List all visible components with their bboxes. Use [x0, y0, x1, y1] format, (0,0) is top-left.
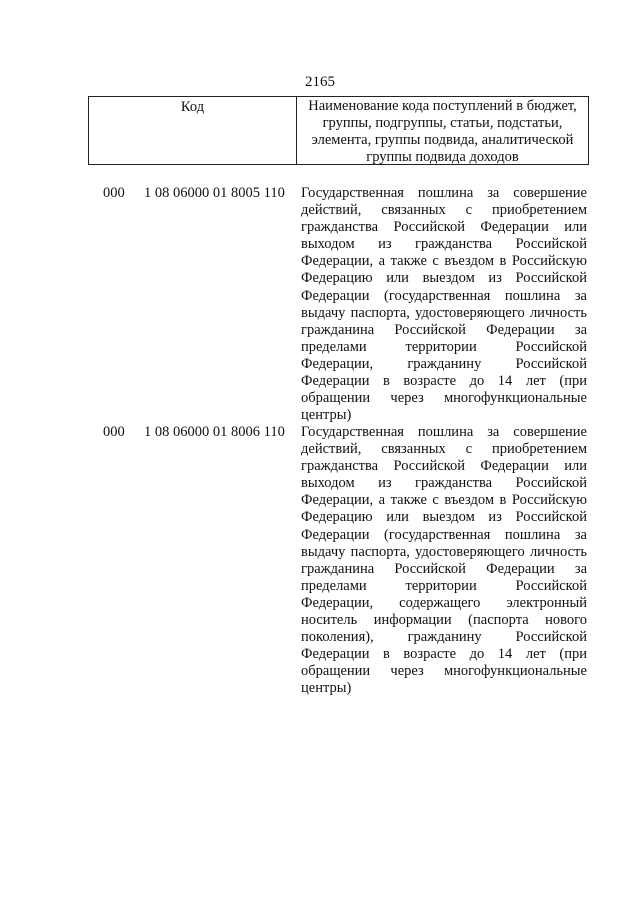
- table-header: [88, 96, 589, 165]
- row-prefix: 000: [103, 185, 125, 201]
- header-code-column: Код: [89, 97, 297, 164]
- row-code: 1 08 06000 01 8006 110: [144, 424, 285, 440]
- header-name-column: Наименование кода поступлений в бюджет, группы, подгруппы, статьи, подстатьи, элемента, группы подвида, аналитической группы подвида доходов: [308, 98, 577, 165]
- row-description: Государственная пошлина за совершение действий, связанных с приобретением гражданства Российской Федерации или выходом из гражданства Российской Федерации, а также с въездом в Российскую Федерацию или выездом из Российской Федерации (государственная пошлина за выдачу паспорта, удостоверяющего личность гражданина Российской Федерации за пределами территории Российской Федерации, содержащего электронный носитель информации (паспорта нового поколения), гражданину Российской Федерации в возрасте до 14 лет (при обращении через многофункциональные центры): [301, 424, 587, 697]
- row-prefix: 000: [103, 424, 125, 440]
- row-code: 1 08 06000 01 8005 110: [144, 185, 285, 201]
- row-description: Государственная пошлина за совершение действий, связанных с приобретением гражданства Российской Федерации или выходом из гражданства Российской Федерации, а также с въездом в Российскую Федерацию или выездом из Российской Федерации (государственная пошлина за выдачу паспорта, удостоверяющего личность гражданина Российской Федерации за пределами территории Российской Федерации, гражданину Российской Федерации в возрасте до 14 лет (при обращении через многофункциональные центры): [301, 185, 587, 424]
- page-number: 2165: [305, 74, 335, 90]
